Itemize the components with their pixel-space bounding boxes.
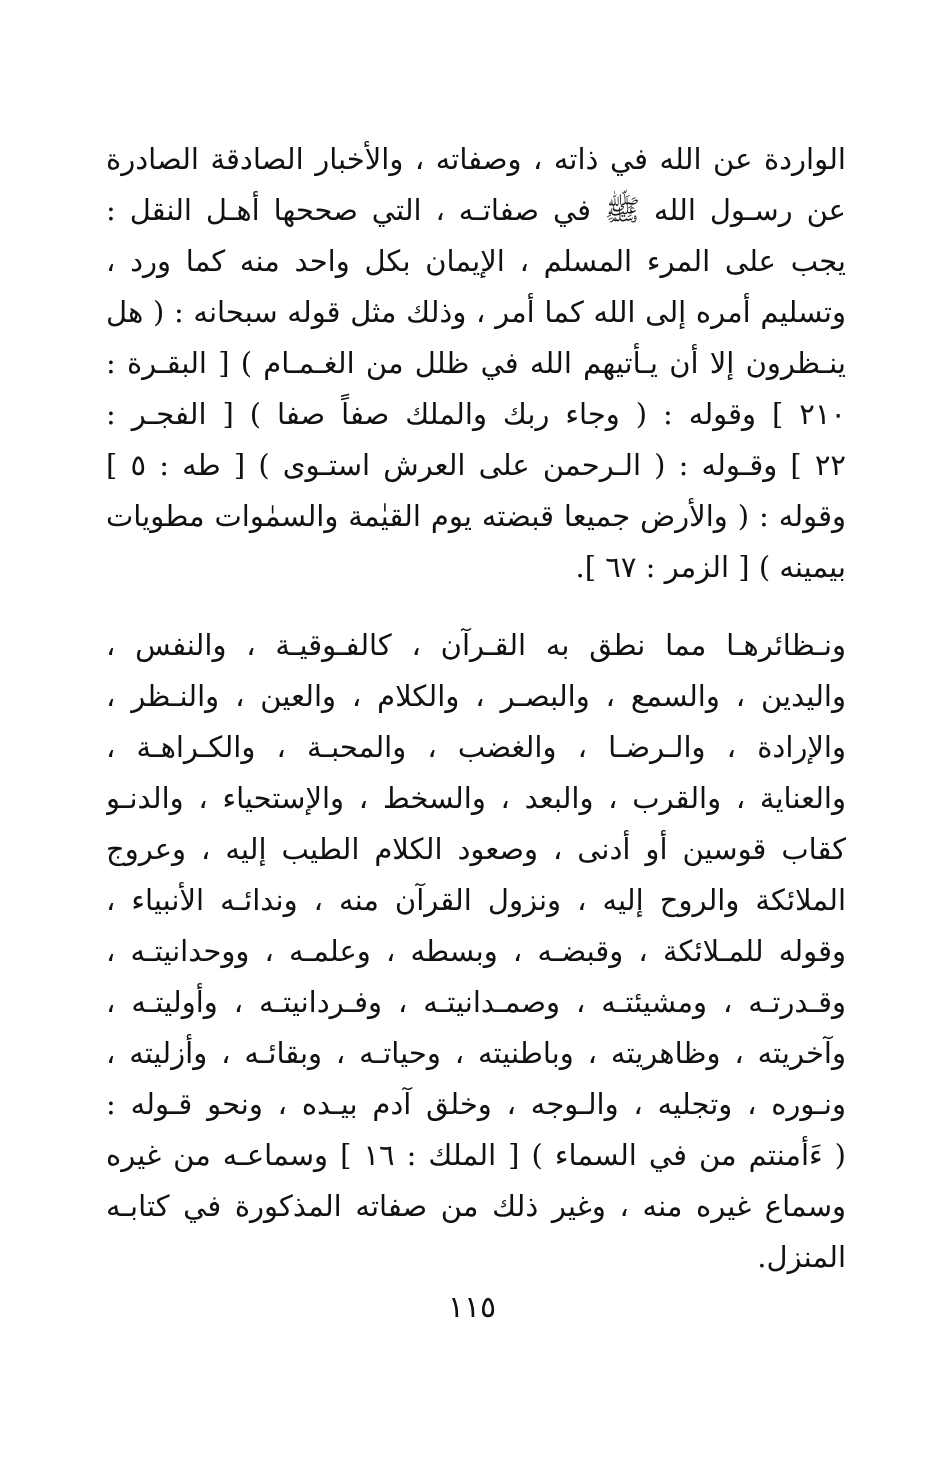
- text-line: ونـظائرهـا مما نطق به القـرآن ، كالفـوقيـة ، والنفس ،: [106, 628, 846, 662]
- text-line: الملائكة والروح إليه ، ونزول القرآن منه ، وندائـه الأنبياء ،: [106, 883, 846, 917]
- page-number: ١١٥: [447, 1290, 497, 1325]
- text-line: ( ءَأمنتم من في السماء ) [ الملك : ١٦ ] وسماعـه من غيره: [106, 1138, 846, 1172]
- text-line: وقوله للمـلائكة ، وقبضـه ، وبسطه ، وعلمـه ، ووحدانيتـه ،: [106, 934, 846, 968]
- paragraph-2: [106, 620, 846, 1283]
- text-line: وقـدرتـه ، ومشيئتـه ، وصمـدانيتـه ، وفـردانيتـه ، وأوليتـه ،: [106, 985, 846, 1019]
- text-line: ينـظرون إلا أن يـأتيهم الله في ظلل من الغـمـام ) [ البقـرة :: [106, 346, 846, 380]
- text-line: وسماع غيره منه ، وغير ذلك من صفاته المذكورة في كتابـه: [106, 1189, 846, 1223]
- text-line: والعناية ، والقرب ، والبعد ، والسخط ، والإستحياء ، والدنـو: [106, 781, 846, 815]
- text-line: ونـوره ، وتجليه ، والـوجه ، وخلق آدم بيـده ، ونحو قـوله :: [106, 1087, 846, 1121]
- text-line: والإرادة ، والـرضـا ، والغضب ، والمحبـة ، والكـراهـة ،: [106, 730, 846, 764]
- text-line: واليدين ، والسمع ، والبصـر ، والكلام ، والعين ، والنـظر ،: [106, 679, 846, 713]
- text-line: وآخريته ، وظاهريته ، وباطنيته ، وحياتـه ، وبقائـه ، وأزليته ،: [106, 1036, 846, 1070]
- text-line: عن رسـول الله ﷺ في صفاتـه ، التي صححها أهـل النقل :: [106, 193, 846, 227]
- text-line: كقاب قوسين أو أدنى ، وصعود الكلام الطيب إليه ، وعروج: [106, 832, 846, 866]
- text-line: يجب على المرء المسلم ، الإيمان بكل واحد منه كما ورد ،: [106, 244, 846, 278]
- text-line: وقوله : ( والأرض جميعا قبضته يوم القيٰمة والسمٰوات مطويات: [106, 499, 846, 533]
- text-line: الواردة عن الله في ذاته ، وصفاته ، والأخبار الصادقة الصادرة: [106, 142, 846, 176]
- text-line: ٢١٠ ] وقوله : ( وجاء ربك والملك صفاً صفا ) [ الفجـر :: [106, 397, 846, 431]
- text-line: المنزل.: [757, 1240, 846, 1274]
- text-line: ٢٢ ] وقـوله : ( الـرحمن على العرش استـوى ) [ طه : ٥ ]: [106, 448, 846, 482]
- text-line: وتسليم أمره إلى الله كما أمر ، وذلك مثل قوله سبحانه : ( هل: [106, 295, 846, 329]
- text-line: بيمينه ) [ الزمر : ٦٧ ].: [575, 550, 846, 584]
- paragraph-1: [106, 134, 846, 593]
